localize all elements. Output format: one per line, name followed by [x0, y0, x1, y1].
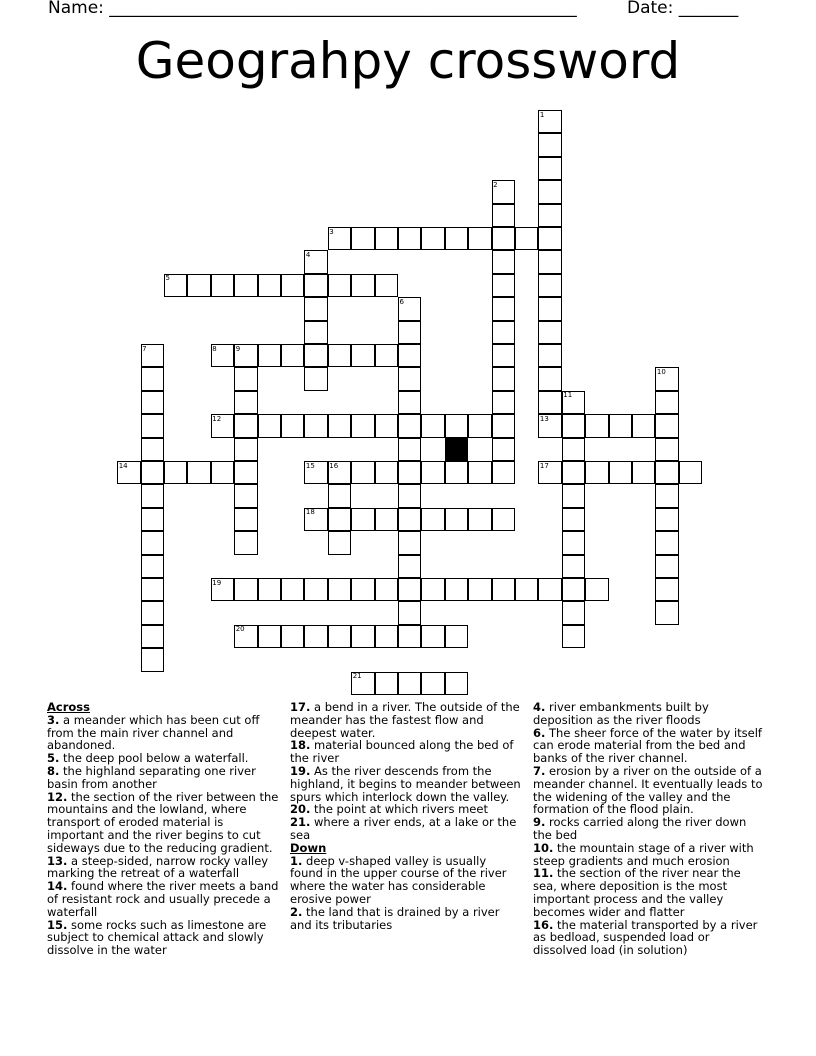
grid-cell[interactable] [141, 391, 164, 414]
grid-cell[interactable] [281, 625, 304, 648]
clue-number: 20. [290, 802, 311, 817]
clue-text: The sheer force of the water by itself can erode material from the bed and banks of the river channel. [533, 725, 762, 766]
clues-column-2 [290, 701, 522, 931]
across-clue [47, 919, 279, 957]
page-title: Geograhpy crossword [135, 32, 681, 90]
clue-number: 16 [329, 461, 339, 470]
grid-cell[interactable] [655, 601, 678, 624]
clue-number: 14. [47, 879, 68, 894]
grid-cell[interactable] [304, 414, 327, 437]
date-field[interactable]: Date: _______ [627, 0, 739, 18]
clue-text: some rocks such as limestone are subject to chemical attack and slowly dissolve in the water [47, 917, 267, 958]
grid-cell[interactable] [492, 391, 515, 414]
grid-cell[interactable] [421, 672, 444, 695]
grid-cell[interactable] [492, 204, 515, 227]
clue-number: 9 [235, 344, 241, 353]
grid-cell[interactable] [211, 274, 234, 297]
grid-cell[interactable] [492, 297, 515, 320]
grid-cell[interactable] [562, 625, 585, 648]
grid-cell[interactable] [234, 531, 257, 554]
grid-cell[interactable] [351, 414, 374, 437]
grid-cell[interactable] [375, 625, 398, 648]
clue-number: 19 [212, 578, 222, 587]
down-clue [533, 816, 765, 842]
grid-cell[interactable] [562, 531, 585, 554]
grid-cell[interactable] [398, 321, 421, 344]
grid-cell[interactable] [445, 625, 468, 648]
grid-cell[interactable] [445, 414, 468, 437]
grid-cell[interactable] [538, 227, 561, 250]
clue-number: 18. [290, 738, 311, 753]
grid-cell[interactable] [141, 578, 164, 601]
clue-number: 13 [539, 414, 549, 423]
grid-cell[interactable] [562, 484, 585, 507]
grid-cell[interactable] [538, 274, 561, 297]
clue-number: 5 [165, 274, 170, 283]
grid-cell[interactable] [398, 344, 421, 367]
grid-cell[interactable] [304, 321, 327, 344]
clue-text: the material transported by a river as bedload, suspended load or dissolved load (in solution) [533, 917, 758, 958]
grid-cell[interactable] [468, 578, 491, 601]
clue-number: 10 [656, 367, 666, 376]
grid-cell[interactable] [304, 367, 327, 390]
grid-cell[interactable] [538, 367, 561, 390]
clue-number: 2 [493, 180, 498, 189]
clue-text: a bend in a river. The outside of the meander has the fastest flow and deepest water. [290, 700, 520, 740]
grid-cell[interactable] [281, 578, 304, 601]
grid-cell[interactable] [538, 180, 561, 203]
grid-cell[interactable] [351, 461, 374, 484]
grid-cell[interactable] [538, 297, 561, 320]
grid-cell[interactable] [445, 461, 468, 484]
grid-cell[interactable] [562, 461, 585, 484]
grid-cell[interactable] [492, 250, 515, 273]
clue-number: 6 [399, 297, 404, 306]
grid-cell[interactable] [492, 508, 515, 531]
black-square [445, 438, 468, 461]
grid-cell[interactable] [351, 578, 374, 601]
grid-cell[interactable] [445, 672, 468, 695]
grid-cell[interactable] [492, 227, 515, 250]
clue-number: 17 [539, 461, 549, 470]
across-clue [290, 765, 522, 803]
grid-cell[interactable] [445, 508, 468, 531]
across-clue-list-part-1 [47, 714, 279, 957]
grid-cell[interactable] [281, 414, 304, 437]
grid-cell[interactable] [468, 227, 491, 250]
grid-cell[interactable] [234, 414, 257, 437]
grid-cell[interactable] [351, 344, 374, 367]
grid-cell[interactable] [398, 438, 421, 461]
clue-number: 19. [290, 763, 311, 778]
grid-cell[interactable] [398, 461, 421, 484]
grid-cell[interactable] [492, 367, 515, 390]
grid-cell[interactable] [258, 344, 281, 367]
clue-number: 18 [305, 508, 315, 517]
grid-cell[interactable] [398, 625, 421, 648]
clue-text: the mountain stage of a river with steep gradients and much erosion [533, 840, 754, 868]
grid-cell[interactable] [141, 648, 164, 671]
clue-number: 4 [305, 250, 311, 259]
grid-cell[interactable] [538, 344, 561, 367]
clue-number: 11. [533, 866, 554, 881]
grid-cell[interactable] [679, 461, 702, 484]
across-clue [47, 714, 279, 752]
down-clue-list-part-1 [290, 855, 522, 932]
grid-cell[interactable] [445, 578, 468, 601]
grid-cell[interactable] [655, 578, 678, 601]
clue-number: 1. [290, 853, 303, 868]
grid-cell[interactable] [609, 461, 632, 484]
grid-cell[interactable] [468, 461, 491, 484]
down-clue-list-part-2 [533, 701, 765, 957]
clue-number: 4. [533, 700, 546, 714]
clue-number: 15. [47, 917, 68, 932]
grid-cell[interactable] [538, 391, 561, 414]
grid-cell[interactable] [187, 461, 210, 484]
clue-text: a meander which has been cut off from the main river channel and abandoned. [47, 712, 260, 753]
grid-cell[interactable] [234, 367, 257, 390]
grid-cell[interactable] [351, 508, 374, 531]
grid-cell[interactable] [398, 672, 421, 695]
clue-text: river embankments built by deposition as the river floods [533, 700, 709, 727]
grid-cell[interactable] [538, 204, 561, 227]
across-clue [47, 880, 279, 918]
grid-cell[interactable] [421, 227, 444, 250]
grid-cell[interactable] [328, 344, 351, 367]
grid-cell[interactable] [375, 461, 398, 484]
grid-cell[interactable] [445, 227, 468, 250]
grid-cell[interactable] [141, 461, 164, 484]
clue-number: 14 [118, 461, 128, 470]
grid-cell[interactable] [328, 531, 351, 554]
clue-number: 5. [47, 751, 60, 766]
grid-cell[interactable] [538, 321, 561, 344]
grid-cell[interactable] [141, 625, 164, 648]
down-clue [533, 867, 765, 918]
clue-number: 10. [533, 840, 554, 855]
grid-cell[interactable] [304, 274, 327, 297]
grid-cell[interactable] [234, 274, 257, 297]
clue-number: 12 [212, 414, 222, 423]
grid-cell[interactable] [655, 414, 678, 437]
clue-number: 16. [533, 917, 554, 932]
clue-number: 3. [47, 712, 60, 727]
grid-cell[interactable] [398, 578, 421, 601]
grid-cell[interactable] [655, 438, 678, 461]
clue-number: 8 [212, 344, 217, 353]
grid-cell[interactable] [258, 625, 281, 648]
grid-cell[interactable] [562, 414, 585, 437]
grid-cell[interactable] [421, 414, 444, 437]
across-clue [290, 701, 522, 739]
grid-cell[interactable] [492, 461, 515, 484]
grid-cell[interactable] [515, 578, 538, 601]
grid-cell[interactable] [562, 438, 585, 461]
grid-cell[interactable] [258, 578, 281, 601]
clue-number: 12. [47, 789, 68, 804]
grid-cell[interactable] [328, 508, 351, 531]
clue-text: the land that is drained by a river and its tributaries [290, 904, 500, 932]
grid-cell[interactable] [141, 508, 164, 531]
grid-cell[interactable] [398, 601, 421, 624]
clue-number: 9. [533, 815, 546, 830]
grid-cell[interactable] [304, 344, 327, 367]
grid-cell[interactable] [655, 531, 678, 554]
grid-cell[interactable] [585, 414, 608, 437]
grid-cell[interactable] [398, 555, 421, 578]
grid-cell[interactable] [211, 461, 234, 484]
grid-cell[interactable] [492, 578, 515, 601]
grid-cell[interactable] [468, 414, 491, 437]
grid-cell[interactable] [562, 555, 585, 578]
clues-column-3 [533, 701, 765, 957]
grid-cell[interactable] [141, 555, 164, 578]
grid-cell[interactable] [328, 484, 351, 507]
clue-number: 6. [533, 725, 546, 740]
grid-cell[interactable] [632, 414, 655, 437]
down-clue [533, 919, 765, 957]
grid-cell[interactable] [328, 625, 351, 648]
across-clue [290, 739, 522, 765]
grid-cell[interactable] [421, 625, 444, 648]
grid-cell[interactable] [655, 484, 678, 507]
down-clue [533, 842, 765, 868]
grid-cell[interactable] [258, 274, 281, 297]
grid-cell[interactable] [538, 578, 561, 601]
grid-cell[interactable] [538, 250, 561, 273]
across-heading: Across [47, 700, 90, 714]
grid-cell[interactable] [562, 601, 585, 624]
clues-column-1 [47, 701, 279, 957]
grid-cell[interactable] [141, 484, 164, 507]
grid-cell[interactable] [398, 227, 421, 250]
grid-cell[interactable] [234, 391, 257, 414]
grid-cell[interactable] [234, 508, 257, 531]
grid-cell[interactable] [328, 414, 351, 437]
across-clue [290, 816, 522, 842]
grid-cell[interactable] [234, 438, 257, 461]
grid-cell[interactable] [141, 438, 164, 461]
down-heading: Down [290, 840, 327, 855]
grid-cell[interactable] [141, 601, 164, 624]
grid-cell[interactable] [328, 274, 351, 297]
grid-cell[interactable] [655, 555, 678, 578]
grid-cell[interactable] [538, 157, 561, 180]
grid-cell[interactable] [515, 227, 538, 250]
grid-cell[interactable] [655, 508, 678, 531]
clue-number: 1 [539, 110, 545, 119]
clue-number: 13. [47, 853, 68, 868]
grid-cell[interactable] [304, 297, 327, 320]
grid-cell[interactable] [187, 274, 210, 297]
clue-text: the section of the river near the sea, where deposition is the most important process and the valley becomes wider and flatter [533, 866, 741, 919]
clue-number: 7. [533, 763, 546, 778]
down-clue [290, 906, 522, 932]
grid-cell[interactable] [351, 227, 374, 250]
clue-text: material bounced along the bed of the river [290, 738, 514, 766]
clue-text: the section of the river between the mountains and the lowland, where transport of eroded material is important and the river begins to cut sideways due to the reducing gradient. [47, 789, 279, 855]
grid-cell[interactable] [141, 531, 164, 554]
grid-cell[interactable] [398, 391, 421, 414]
across-clue [47, 791, 279, 855]
clue-text: the point at which rivers meet [310, 802, 488, 817]
grid-cell[interactable] [141, 414, 164, 437]
grid-cell[interactable] [562, 578, 585, 601]
clue-text: found where the river meets a band of resistant rock and usually precede a waterfall [47, 879, 279, 919]
grid-cell[interactable] [398, 484, 421, 507]
grid-cell[interactable] [304, 625, 327, 648]
clue-text: deep v-shaped valley is usually found in the upper course of the river where the water has considerable erosive power [290, 853, 507, 906]
grid-cell[interactable] [492, 274, 515, 297]
grid-cell[interactable] [281, 344, 304, 367]
grid-cell[interactable] [398, 414, 421, 437]
grid-cell[interactable] [655, 461, 678, 484]
across-clue-list-part-2 [290, 701, 522, 842]
grid-cell[interactable] [234, 461, 257, 484]
clue-text: a steep-sided, narrow rocky valley marking the retreat of a waterfall [47, 853, 269, 881]
grid-cell[interactable] [281, 274, 304, 297]
grid-cell[interactable] [585, 578, 608, 601]
down-clue [533, 727, 765, 765]
grid-cell[interactable] [585, 461, 608, 484]
grid-cell[interactable] [398, 508, 421, 531]
down-clue [290, 855, 522, 906]
grid-cell[interactable] [304, 578, 327, 601]
clue-number: 11 [563, 391, 573, 400]
grid-cell[interactable] [398, 531, 421, 554]
clue-number: 20 [235, 625, 245, 634]
grid-cell[interactable] [375, 672, 398, 695]
grid-cell[interactable] [492, 344, 515, 367]
grid-cell[interactable] [421, 578, 444, 601]
name-field[interactable]: Name: _______________________________________________________ [48, 0, 577, 18]
grid-cell[interactable] [421, 508, 444, 531]
grid-cell[interactable] [421, 461, 444, 484]
grid-cell[interactable] [655, 391, 678, 414]
clue-number: 3 [329, 227, 334, 236]
clue-text: rocks carried along the river down the bed [533, 815, 747, 842]
clue-number: 17. [290, 700, 311, 714]
grid-cell[interactable] [562, 508, 585, 531]
clue-text: where a river ends, at a lake or the sea [290, 815, 517, 842]
down-clue [533, 701, 765, 727]
clue-number: 21. [290, 815, 311, 830]
clue-number: 7 [142, 344, 147, 353]
clue-text: the deep pool below a waterfall. [59, 751, 249, 766]
clue-number: 15 [305, 461, 315, 470]
across-clue [47, 855, 279, 881]
clue-text: the highland separating one river basin from another [47, 763, 256, 791]
grid-cell[interactable] [328, 578, 351, 601]
clue-number: 2. [290, 904, 303, 919]
clue-text: erosion by a river on the outside of a meander channel. It eventually leads to the widening of the valley and the formation of the flood plain. [533, 763, 763, 817]
grid-cell[interactable] [375, 414, 398, 437]
grid-cell[interactable] [258, 414, 281, 437]
grid-cell[interactable] [398, 367, 421, 390]
grid-cell[interactable] [492, 414, 515, 437]
grid-cell[interactable] [375, 274, 398, 297]
grid-cell[interactable] [141, 367, 164, 390]
grid-cell[interactable] [468, 508, 491, 531]
grid-cell[interactable] [351, 625, 374, 648]
grid-cell[interactable] [234, 484, 257, 507]
grid-cell[interactable] [375, 508, 398, 531]
down-clue [533, 765, 765, 816]
grid-cell[interactable] [375, 344, 398, 367]
grid-cell[interactable] [375, 578, 398, 601]
grid-cell[interactable] [234, 578, 257, 601]
grid-cell[interactable] [164, 461, 187, 484]
grid-cell[interactable] [492, 438, 515, 461]
grid-cell[interactable] [351, 274, 374, 297]
grid-cell[interactable] [492, 321, 515, 344]
grid-cell[interactable] [538, 133, 561, 156]
grid-cell[interactable] [632, 461, 655, 484]
grid-cell[interactable] [375, 227, 398, 250]
clue-number: 8. [47, 763, 60, 778]
clue-text: As the river descends from the highland, it begins to meander between spurs which interlock down the valley. [290, 763, 521, 804]
grid-cell[interactable] [609, 414, 632, 437]
clue-number: 21 [352, 672, 362, 681]
across-clue [47, 765, 279, 791]
